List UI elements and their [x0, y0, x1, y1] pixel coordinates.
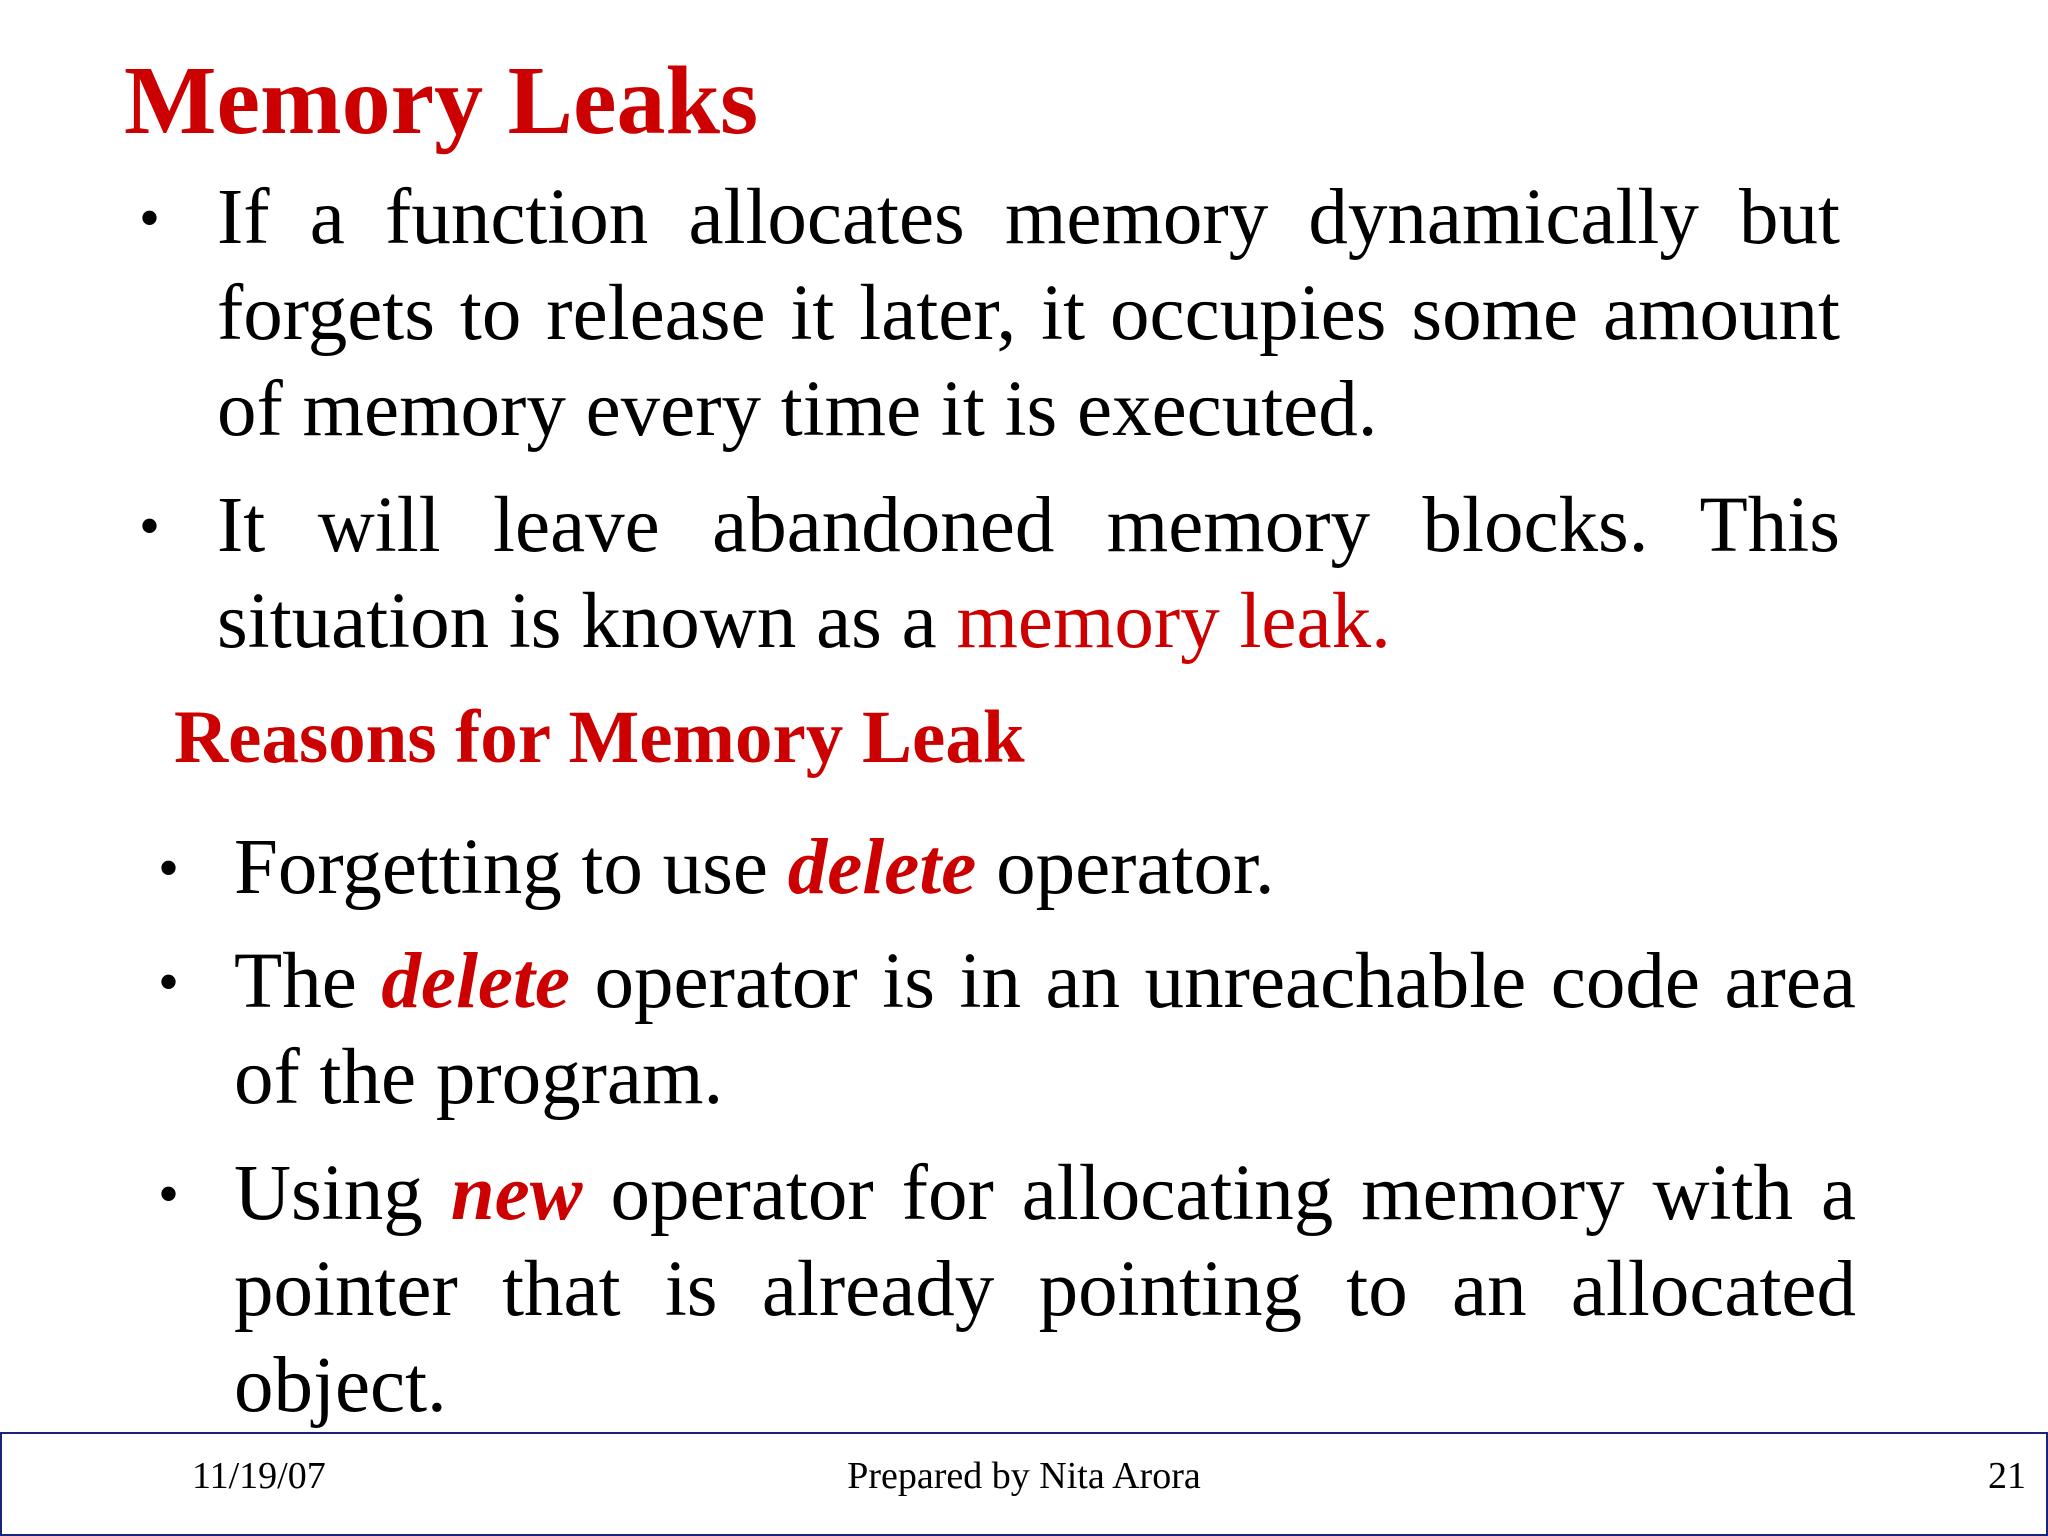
reason-text-after: operator. — [976, 824, 1275, 911]
operator-keyword: new — [450, 1150, 583, 1237]
reason-text-before: Using — [234, 1150, 451, 1237]
slide-footer — [0, 1432, 2048, 1536]
operator-keyword: delete — [787, 824, 977, 911]
reason-text-after: operator is in an unreachable code area of the program. — [234, 938, 1856, 1121]
bullet-item — [139, 478, 1840, 670]
bullet-icon: • — [158, 1161, 180, 1227]
bullet-icon: • — [158, 835, 180, 901]
footer-author: Prepared by Nita Arora — [847, 1455, 1201, 1497]
reason-text-before: Forgetting to use — [234, 824, 788, 911]
bullet-item — [139, 170, 1840, 458]
bullet-text: It will leave abandoned memory blocks. This situation is known as a — [217, 482, 1840, 665]
reason-item — [158, 934, 1856, 1126]
bullet-icon: • — [158, 949, 180, 1015]
reason-item — [158, 820, 1856, 916]
bullet-icon: • — [139, 185, 161, 251]
footer-date: 11/19/07 — [192, 1455, 326, 1497]
bullet-icon: • — [139, 493, 161, 559]
reason-text-before: The — [234, 938, 382, 1025]
operator-keyword: delete — [381, 938, 570, 1025]
page-number: 21 — [1988, 1455, 2026, 1497]
section-subtitle: Reasons for Memory Leak — [174, 696, 1025, 779]
bullet-text: If a function allocates memory dynamically but forgets to release it later, it occupies some amount of memory every time it is executed. — [217, 174, 1840, 453]
slide-title: Memory Leaks — [124, 47, 759, 155]
reason-item — [158, 1146, 1857, 1434]
reason-text-after: operator for allocating memory with a pointer that is already pointing to an allocated object. — [234, 1150, 1857, 1429]
highlight-term: memory leak. — [956, 578, 1391, 665]
